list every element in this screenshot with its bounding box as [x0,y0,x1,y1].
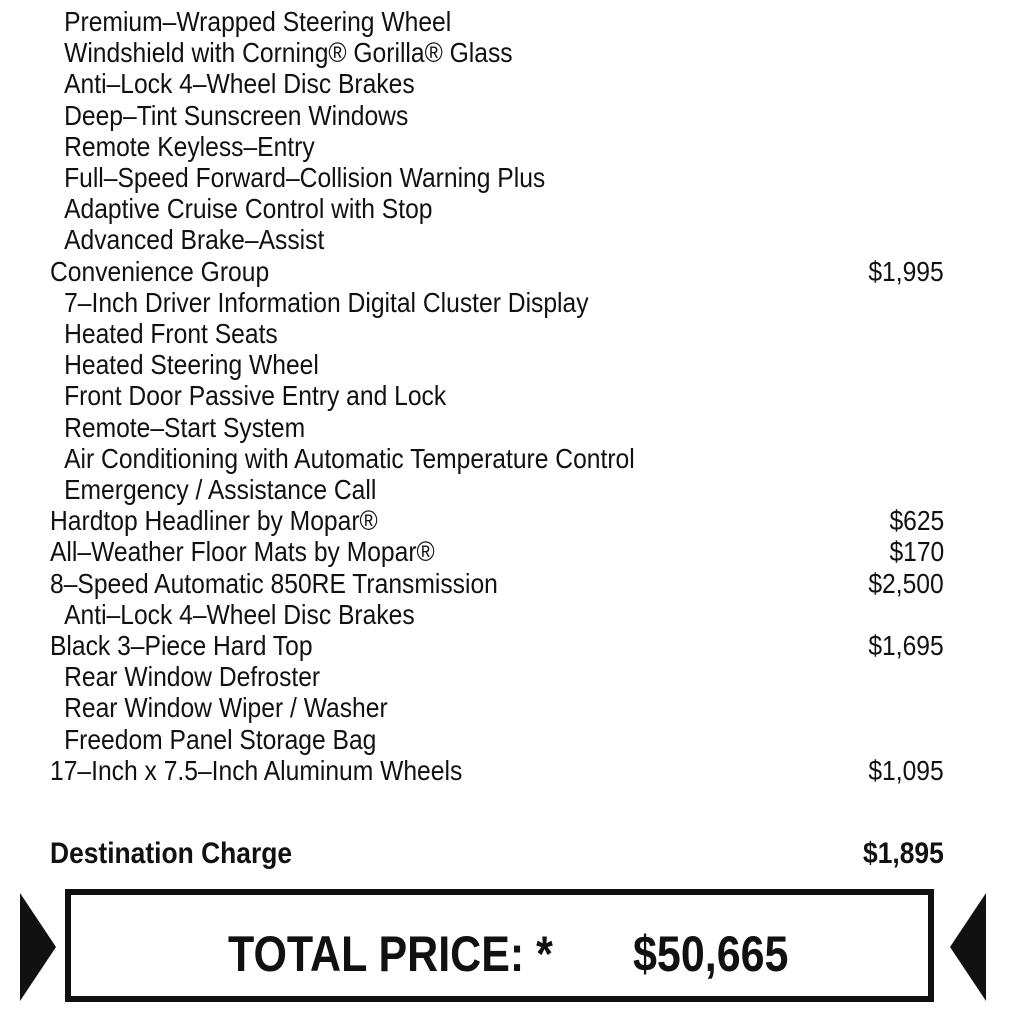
option-label: Heated Front Seats [64,318,278,349]
option-feature-row [50,100,838,131]
option-feature-row [50,68,838,99]
option-feature-row [50,380,838,411]
option-package-row [50,255,944,287]
option-price: $625 [889,505,945,537]
right-pointer-icon [950,893,986,1001]
option-label: Anti–Lock 4–Wheel Disc Brakes [64,68,415,100]
destination-charge-row [50,837,944,873]
option-label: Deep–Tint Sunscreen Windows [64,99,409,131]
option-feature-row [50,37,838,68]
option-feature-row [50,318,838,349]
option-price: $170 [889,536,945,568]
option-label: Full–Speed Forward–Collision Warning Plus [64,162,546,193]
option-label: Black 3–Piece Hard Top [50,630,313,661]
option-feature-row [50,412,838,443]
left-pointer-icon [20,893,56,1001]
option-feature-row [50,224,838,255]
option-label: Windshield with Corning® Gorilla® Glass [64,37,513,69]
option-label: All–Weather Floor Mats by Mopar® [50,536,435,568]
option-feature-row [50,474,838,505]
option-label: Remote Keyless–Entry [64,130,315,162]
option-feature-row [50,724,838,755]
option-package-row [50,505,945,537]
option-feature-row [50,131,838,162]
option-label: 17–Inch x 7.5–Inch Aluminum Wheels [50,754,463,786]
option-label: Emergency / Assistance Call [64,474,377,505]
option-feature-row [50,599,838,630]
option-price: $2,500 [868,567,944,599]
option-label: Hardtop Headliner by Mopar® [50,505,378,537]
option-label: Premium–Wrapped Steering Wheel [64,6,452,37]
total-price-label: TOTAL PRICE: * [228,926,553,982]
option-package-row [50,536,945,568]
total-price-box [65,889,934,1002]
option-label: Air Conditioning with Automatic Temperature Control [64,442,635,474]
option-feature-row [50,661,838,692]
option-feature-row [50,6,838,37]
total-price-value: $50,665 [633,926,789,982]
destination-charge-price: $1,895 [863,837,944,870]
option-price: $1,995 [868,255,944,287]
option-label: Front Door Passive Entry and Lock [64,380,447,412]
option-label: 8–Speed Automatic 850RE Transmission [50,567,498,599]
option-package-row [50,630,944,661]
option-label: Rear Window Defroster [64,661,321,693]
option-label: Adaptive Cruise Control with Stop [64,193,433,225]
option-feature-row [50,193,838,224]
option-package-row [50,754,944,786]
option-price: $1,095 [868,754,944,786]
option-feature-row [50,349,838,380]
option-label: Advanced Brake–Assist [64,224,325,256]
option-label: Remote–Start System [64,411,306,443]
option-label: 7–Inch Driver Information Digital Cluster Display [64,286,589,318]
option-feature-row [50,162,838,193]
option-label: Rear Window Wiper / Washer [64,692,388,724]
option-feature-row [50,443,838,474]
option-price: $1,695 [868,630,944,661]
option-label: Freedom Panel Storage Bag [64,723,377,755]
option-label: Convenience Group [50,255,270,287]
destination-charge-label: Destination Charge [50,837,293,870]
option-label: Anti–Lock 4–Wheel Disc Brakes [64,598,415,630]
option-feature-row [50,692,838,723]
option-label: Heated Steering Wheel [64,349,319,381]
option-package-row [50,567,944,599]
option-feature-row [50,287,838,318]
